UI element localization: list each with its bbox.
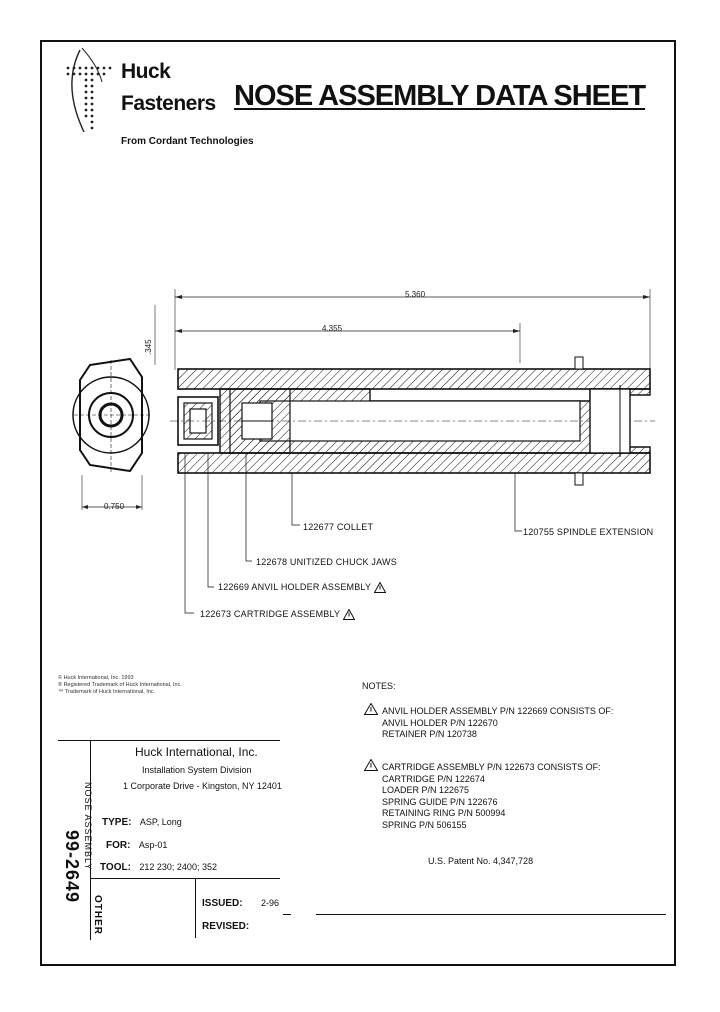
tb-line (195, 878, 196, 938)
for-row (106, 835, 167, 853)
page-title: NOSE ASSEMBLY DATA SHEET (234, 80, 646, 112)
issued-value: 2-96 (261, 898, 280, 908)
type-value: ASP, Long (139, 817, 182, 827)
tb-line (90, 740, 280, 741)
company-address: 1 Corporate Drive - Kingston, NY 12401 (123, 781, 282, 791)
tool-value: 212 230; 2400; 352 (139, 862, 217, 872)
logo-tagline: From Cordant Technologies (121, 136, 254, 147)
type-label: TYPE: (102, 817, 132, 828)
note-line: CARTRIDGE ASSEMBLY P/N 122673 CONSISTS OF: (382, 762, 601, 772)
other-label: OTHER (92, 895, 103, 935)
warning-triangle-icon (343, 609, 355, 620)
issued-label: ISSUED: (202, 898, 243, 909)
dim-height: .345 (144, 339, 153, 355)
warning-triangle-icon (364, 759, 378, 771)
note-line: SPRING GUIDE P/N 122676 (382, 796, 498, 807)
trademark-line: ™ Trademark of Huck International, Inc. (58, 689, 156, 695)
tb-line (90, 878, 280, 879)
dim-diameter: 0.750 (104, 502, 125, 511)
note-line: RETAINING RING P/N 500994 (382, 808, 506, 818)
warning-triangle-icon (364, 703, 378, 715)
note-anvil-holder (382, 706, 613, 741)
callout-anvil-holder-text: 122669 ANVIL HOLDER ASSEMBLY (218, 582, 372, 592)
bottom-rule (316, 914, 666, 915)
callout-cartridge-text: 122673 CARTRIDGE ASSEMBLY (200, 609, 341, 619)
note-cartridge (382, 762, 601, 831)
document-number (61, 830, 82, 903)
note-line: ANVIL HOLDER P/N 122670 (382, 717, 498, 728)
category-label: NOSE ASSEMBLY (83, 782, 93, 871)
note-line: ANVIL HOLDER ASSEMBLY P/N 122669 CONSISTS OF: (382, 706, 614, 716)
callout-collet: 122677 COLLET (303, 522, 374, 532)
trademark-notes (58, 675, 182, 696)
bottom-rule-dash (283, 914, 291, 915)
callout-chuck-jaws: 122678 UNITIZED CHUCK JAWS (256, 557, 397, 567)
note-line: SPRING P/N 506155 (382, 819, 467, 830)
notes-heading: NOTES: (362, 681, 396, 691)
title-block-left-border (40, 740, 41, 940)
revised-label: REVISED: (202, 921, 250, 932)
for-label: FOR: (106, 840, 131, 851)
tool-row (100, 857, 217, 875)
revised-row (202, 916, 257, 934)
note-line: LOADER P/N 122675 (382, 785, 470, 795)
for-value: Asp-01 (138, 840, 168, 850)
logo-huck: Huck (121, 60, 171, 83)
warning-triangle-icon (374, 582, 386, 593)
trademark-line: © Huck International, Inc. 1993 (58, 675, 134, 681)
callout-anvil-holder (218, 582, 386, 593)
dim-inner-length: 4.355 (322, 324, 343, 333)
patent-note: U.S. Patent No. 4,347,728 (428, 856, 534, 866)
callout-cartridge (200, 609, 355, 620)
company-name: Huck International, Inc. (135, 745, 258, 759)
note-line: CARTRIDGE P/N 122674 (382, 773, 485, 784)
dim-overall-length: 5.360 (405, 290, 426, 299)
company-division: Installation System Division (142, 765, 252, 775)
issued-row (202, 893, 279, 911)
note-line: RETAINER P/N 120738 (382, 729, 477, 739)
logo-fasteners: Fasteners (121, 92, 216, 115)
callout-spindle-extension: 120755 SPINDLE EXTENSION (523, 527, 654, 537)
type-row (102, 812, 182, 830)
huck-logo-icon (58, 46, 120, 138)
tool-label: TOOL: (100, 862, 131, 873)
trademark-line: ® Registered Trademark of Huck International, Inc. (58, 682, 182, 688)
document-number-text: 99-2649 (62, 830, 82, 904)
